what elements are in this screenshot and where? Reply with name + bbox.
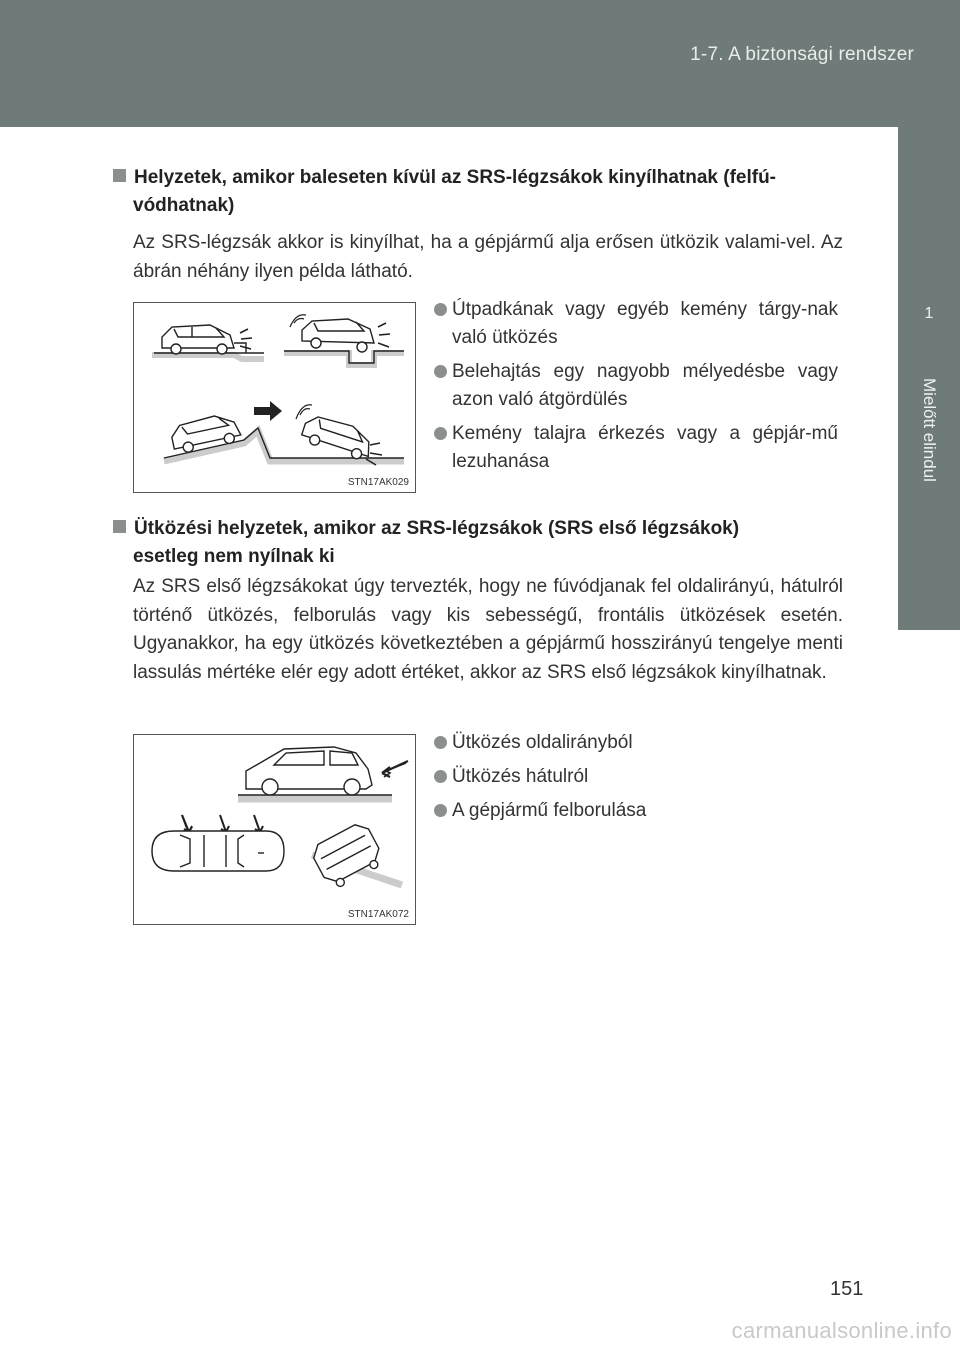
section1-paragraph: Az SRS-légzsák akkor is kinyílhat, ha a gépjármű alja erősen ütközik valami-vel. Az ábrán néhány ilyen példa látható. xyxy=(133,232,843,282)
round-bullet-icon xyxy=(434,303,447,316)
section1-bullet-list xyxy=(434,296,838,482)
figure-impacts xyxy=(133,302,416,493)
square-bullet-icon xyxy=(113,169,126,182)
figure-code: STN17AK029 xyxy=(347,477,409,488)
square-bullet-icon xyxy=(113,520,126,533)
section2-title-line2: esetleg nem nyílnak ki xyxy=(133,546,335,567)
side-tab xyxy=(898,127,960,1352)
section2-paragraph: Az SRS első légzsákokat úgy tervezték, hogy ne fúvódjanak fel oldalirányú, hátulról történő ütközés, felborulás vagy kis sebességű, frontális ütközések esetén. Ugyanakkor, ha egy ütközés következtében a gépjármű hosszirányú tengelye menti lassulás mértéke elér egy adott értéket, akkor az SRS első légzsákok kinyílhatnak. xyxy=(133,576,843,683)
side-tab-number: 1 xyxy=(898,127,960,360)
section2-title xyxy=(113,515,843,571)
page-number: 151 xyxy=(830,1278,864,1300)
section1-title-line1: Helyzetek, amikor baleseten kívül az SRS-légzsákok kinyílhatnak (felfú- xyxy=(134,167,777,188)
round-bullet-icon xyxy=(434,804,447,817)
round-bullet-icon xyxy=(434,427,447,440)
section2-bullet-list xyxy=(434,729,838,831)
list-item: Belehajtás egy nagyobb mélyedésbe vagy azon való átgördülés xyxy=(434,358,838,414)
section1-title-line2: vódhatnak) xyxy=(133,195,235,216)
round-bullet-icon xyxy=(434,365,447,378)
section1-title xyxy=(113,164,843,220)
chapter-title: 1-7. A biztonsági rendszer xyxy=(690,44,914,65)
watermark: carmanualsonline.info xyxy=(731,1318,952,1343)
impact-illustration xyxy=(134,303,415,492)
section2-title-line1: Ütközési helyzetek, amikor az SRS-légzsákok (SRS első légzsákok) xyxy=(134,518,740,539)
side-tab-label: Mielőtt elindul xyxy=(920,378,939,482)
list-item: Kemény talajra érkezés vagy a gépjár-mű lezuhanása xyxy=(434,420,838,476)
list-item: A gépjármű felborulása xyxy=(434,797,838,825)
side-tab-label-box xyxy=(898,360,960,630)
figure-code: STN17AK072 xyxy=(347,909,409,920)
page-header xyxy=(0,0,960,127)
list-item: Ütközés oldalirányból xyxy=(434,729,838,757)
list-item: Útpadkának vagy egyéb kemény tárgy-nak való ütközés xyxy=(434,296,838,352)
round-bullet-icon xyxy=(434,736,447,749)
list-item: Ütközés hátulról xyxy=(434,763,838,791)
round-bullet-icon xyxy=(434,770,447,783)
no-deploy-illustration xyxy=(134,735,415,924)
figure-no-deploy xyxy=(133,734,416,925)
